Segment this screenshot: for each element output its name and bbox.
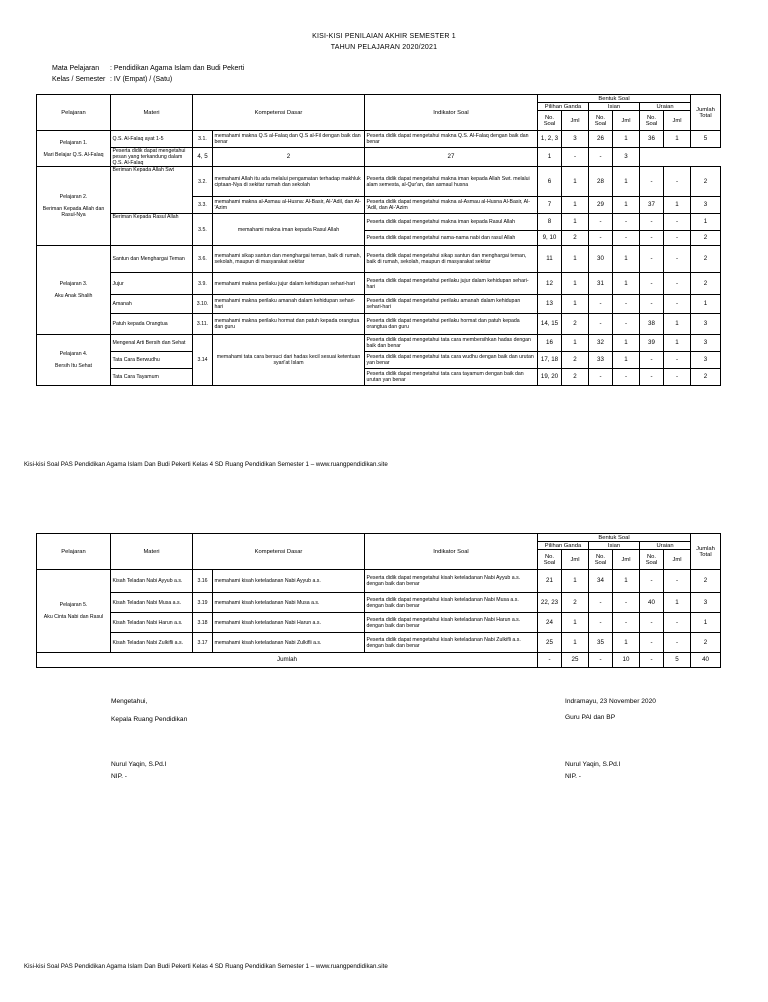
isian-jml: 1	[613, 131, 640, 148]
isian-jml: 1	[613, 167, 640, 197]
table-row	[37, 352, 721, 369]
header-no-soal: No. Soal	[589, 550, 613, 570]
total-uraian-no: -	[640, 653, 664, 668]
document-title: KISI-KISI PENILAIAN AKHIR SEMESTER 1	[312, 33, 456, 40]
table-row	[37, 295, 721, 314]
table-row	[37, 314, 721, 335]
pg-no-soal: 17, 18	[538, 352, 562, 369]
isian-no-soal: 33	[589, 352, 613, 369]
indikator-cell: Peserta didik dapat mengetahui tata cara wudhu dengan baik dan urutan yan benar	[365, 352, 538, 369]
uraian-jml: -	[664, 633, 691, 653]
pg-no-soal: 11	[538, 246, 562, 273]
materi-cell: Jujur	[111, 273, 193, 295]
jumlah-total: 5	[691, 131, 721, 148]
pg-no-soal: 1, 2, 3	[538, 131, 562, 148]
indikator-cell: Peserta didik dapat mengetahui makna al-Asmau al-Husna Al-Basir, Al-'Adil, dan Al-'Azim	[365, 197, 538, 214]
isian-jml: -	[613, 231, 640, 246]
uraian-jml: 1	[664, 197, 691, 214]
uraian-jml: -	[664, 167, 691, 197]
meta-subject	[52, 65, 244, 72]
pg-no-soal: 24	[538, 613, 562, 633]
pg-no-soal: 14, 15	[538, 314, 562, 335]
kd-cell: memahami tata cara bersuci dari hadas kecil sesuai ketentuan syari'at Islam	[213, 335, 365, 386]
pelajaran-title: Pelajaran 4.	[59, 351, 88, 357]
jumlah-total: 1	[691, 613, 721, 633]
materi-cell: Q.S. Al-Falaq ayat 1-5	[111, 131, 193, 148]
isian-jml: -	[613, 314, 640, 335]
pg-jml: 1	[562, 197, 589, 214]
sig-right-nip: NIP. -	[565, 773, 582, 780]
pg-jml: 1	[562, 273, 589, 295]
pelajaran-cell	[37, 167, 111, 246]
uraian-no-soal: -	[640, 352, 664, 369]
uraian-jml: -	[664, 352, 691, 369]
uraian-no-soal: -	[640, 167, 664, 197]
indikator-cell: Peserta didik dapat mengetahui tata cara tayamum dengan baik dan urutan yan benar	[365, 369, 538, 386]
total-pg-no: -	[538, 653, 562, 668]
kd-number: 3.16	[193, 570, 213, 593]
indikator-cell: Peserta didik dapat mengetahui makna Q.S. Al-Falaq dengan baik dan benar	[365, 131, 538, 148]
jumlah-total: 2	[691, 369, 721, 386]
kd-cell: memahami Allah itu ada melalui pengamatan terhadap makhluk ciptaan-Nya di sekitar rumah dan sekolah	[213, 167, 365, 197]
indikator-cell: Peserta didik dapat mengetahui sikap santun dan menghargai teman, baik di rumah, sekolah, maupun di masyarakat sekitar	[365, 246, 538, 273]
indikator-cell: Peserta didik dapat mengetahui makna iman kepada Rasul Allah	[365, 214, 538, 231]
header-kompetensi-dasar: Kompetensi Dasar	[193, 534, 365, 570]
indikator-cell: Peserta didik dapat mengetahui makna iman kepada Allah Swt. melalui alam semesta, al-Qur'an, dan asmaul husna	[365, 167, 538, 197]
kd-number: 3.17	[193, 633, 213, 653]
materi-cell: Mengenal Arti Bersih dan Sehat	[111, 335, 193, 352]
uraian-no-soal: -	[562, 148, 589, 167]
pelajaran-title: Pelajaran 3.	[59, 281, 88, 287]
pg-jml: 1	[562, 570, 589, 593]
kd-number: 3.10.	[193, 295, 213, 314]
isian-jml: 1	[613, 352, 640, 369]
uraian-no-soal: -	[640, 214, 664, 231]
header-jml: Jml	[664, 550, 691, 570]
kd-number: 3.6.	[193, 246, 213, 273]
footer-note-2: Kisi-kisi Soal PAS Pendidikan Agama Islam Dan Budi Pekerti Kelas 4 SD Ruang Pendidikan Semester 1 – www.ruangpendidikan.site	[24, 963, 388, 970]
indikator-cell: Peserta didik dapat mengetahui perilaku hormat dan patuh kepada orangtua dan guru	[365, 314, 538, 335]
jumlah-total: 3	[691, 197, 721, 214]
uraian-jml: 1	[664, 335, 691, 352]
pelajaran-cell	[37, 335, 111, 386]
jumlah-total: 2	[691, 167, 721, 197]
class-label: Kelas / Semester	[52, 76, 106, 83]
sig-right-line1: Indramayu, 23 November 2020	[565, 698, 656, 705]
pg-jml: 1	[562, 167, 589, 197]
header-bentuk-soal: Bentuk Soal	[538, 534, 691, 542]
subject-label: Mata Pelajaran	[52, 65, 100, 72]
pelajaran-cell	[37, 246, 111, 335]
isian-no-soal: -	[589, 314, 613, 335]
isian-no-soal: 35	[589, 633, 613, 653]
total-label: Jumlah	[37, 653, 538, 668]
uraian-jml: 1	[664, 593, 691, 613]
pelajaran-cell	[37, 570, 111, 653]
kd-cell: memahami sikap santun dan menghargai teman, baik di rumah, sekolah, maupun di masyarakat sekitar	[213, 246, 365, 273]
table-row	[37, 369, 721, 386]
materi-cell: Patuh kepada Orangtua	[111, 314, 193, 335]
header-jml: Jml	[613, 550, 640, 570]
table-row	[37, 167, 721, 197]
kd-cell: memahami kisah keteladanan Nabi Zulkifli a.s.	[213, 633, 365, 653]
jumlah-total: 2	[691, 273, 721, 295]
materi-cell: Amanah	[111, 295, 193, 314]
footer-note: Kisi-kisi Soal PAS Pendidikan Agama Islam Dan Budi Pekerti Kelas 4 SD Ruang Pendidikan Semester 1 – www.ruangpendidikan.site	[24, 461, 388, 468]
uraian-no-soal: -	[640, 633, 664, 653]
kd-number: 3.9.	[193, 273, 213, 295]
total-row	[37, 653, 721, 668]
kd-cell: memahami makna perilaku amanah dalam kehidupan sehari-hari	[213, 295, 365, 314]
uraian-no-soal: -	[640, 570, 664, 593]
isian-jml: 1	[538, 148, 562, 167]
isian-no-soal: -	[589, 295, 613, 314]
total-isian-jml: 10	[613, 653, 640, 668]
isian-jml: 1	[613, 633, 640, 653]
total-uraian-jml: 5	[664, 653, 691, 668]
isian-jml: 1	[613, 197, 640, 214]
isian-no-soal: 27	[365, 148, 538, 167]
isian-jml: -	[613, 295, 640, 314]
table-row	[37, 214, 721, 231]
kd-number: 3.19	[193, 593, 213, 613]
table-row	[37, 246, 721, 273]
header-no-soal: No. Soal	[538, 111, 562, 131]
header-materi: Materi	[111, 95, 193, 131]
jumlah-total: 2	[691, 633, 721, 653]
uraian-jml: -	[664, 231, 691, 246]
uraian-jml: -	[664, 273, 691, 295]
pg-jml: 1	[562, 613, 589, 633]
jumlah-total: 3	[691, 593, 721, 613]
pg-jml: 2	[562, 314, 589, 335]
uraian-jml: -	[664, 570, 691, 593]
pelajaran-title: Pelajaran 5.	[59, 602, 88, 608]
table-row	[37, 593, 721, 613]
header-isian: Isian	[589, 103, 640, 111]
total-jumlah: 40	[691, 653, 721, 668]
pelajaran-cell	[37, 131, 111, 167]
kd-number: 3.5.	[193, 214, 213, 246]
isian-no-soal: -	[589, 593, 613, 613]
jumlah-total: 2	[691, 246, 721, 273]
kisi-table-2	[36, 533, 721, 668]
isian-no-soal: 34	[589, 570, 613, 593]
uraian-jml: -	[664, 214, 691, 231]
pg-no-soal: 13	[538, 295, 562, 314]
kd-number: 3.14	[193, 335, 213, 386]
total-isian-no: -	[589, 653, 613, 668]
pg-no-soal: 9, 10	[538, 231, 562, 246]
header-uraian: Uraian	[640, 103, 691, 111]
pg-no-soal: 7	[538, 197, 562, 214]
table-row	[37, 633, 721, 653]
pg-jml: 1	[562, 246, 589, 273]
table-row	[37, 148, 721, 167]
uraian-jml: -	[664, 613, 691, 633]
sig-left-line2: Kepala Ruang Pendidikan	[111, 716, 188, 723]
pg-jml: 1	[562, 633, 589, 653]
header-jml: Jml	[562, 550, 589, 570]
isian-jml: -	[613, 593, 640, 613]
uraian-no-soal: -	[640, 246, 664, 273]
document-subtitle: TAHUN PELAJARAN 2020/2021	[330, 44, 438, 51]
uraian-jml: -	[664, 295, 691, 314]
pg-no-soal: 21	[538, 570, 562, 593]
isian-jml: 1	[613, 570, 640, 593]
isian-no-soal: 29	[589, 197, 613, 214]
header-no-soal: No. Soal	[640, 111, 664, 131]
kd-cell: memahami kisah keteladanan Nabi Ayyub a.s.	[213, 570, 365, 593]
indikator-cell: Peserta didik dapat mengetahui perilaku amanah dalam kehidupan sehari-hari	[365, 295, 538, 314]
jumlah-total: 3	[691, 352, 721, 369]
isian-no-soal: 32	[589, 335, 613, 352]
isian-no-soal: -	[589, 214, 613, 231]
kd-cell: memahami makna perilaku jujur dalam kehidupan sehari-hari	[213, 273, 365, 295]
pg-no-soal: 22, 23	[538, 593, 562, 613]
materi-cell: Beriman Kepada Rasul Allah	[111, 214, 193, 246]
jumlah-total: 3	[613, 148, 640, 167]
header-kompetensi-dasar: Kompetensi Dasar	[193, 95, 365, 131]
isian-no-soal: -	[589, 613, 613, 633]
indikator-cell: Peserta didik dapat mengetahui tata cara membersihkan hadas dengan baik dan benar	[365, 335, 538, 352]
isian-jml: 1	[613, 246, 640, 273]
jumlah-total: 1	[691, 214, 721, 231]
isian-jml: -	[613, 214, 640, 231]
header-materi: Materi	[111, 534, 193, 570]
uraian-no-soal: 37	[640, 197, 664, 214]
uraian-jml: -	[589, 148, 613, 167]
indikator-cell: Peserta didik dapat mengetahui kisah keteladanan Nabi Ayyub a.s. dengan baik dan benar	[365, 570, 538, 593]
pg-jml: 2	[213, 148, 365, 167]
indikator-cell: Peserta didik dapat mengetahui nama-nama nabi dan rasul Allah	[365, 231, 538, 246]
indikator-cell: Peserta didik dapat mengetahui pesan yang terkandung dalam Q.S. Al-Falaq	[111, 148, 193, 167]
table-row	[37, 273, 721, 295]
total-pg-jml: 25	[562, 653, 589, 668]
materi-cell: Santun dan Menghargai Teman	[111, 246, 193, 273]
isian-jml: 1	[613, 335, 640, 352]
header-bentuk-soal: Bentuk Soal	[538, 95, 691, 103]
header-pelajaran: Pelajaran	[37, 95, 111, 131]
uraian-no-soal: -	[640, 613, 664, 633]
pg-jml: 2	[562, 352, 589, 369]
isian-no-soal: -	[589, 369, 613, 386]
kd-number: 3.3.	[193, 197, 213, 214]
header-jml: Jml	[562, 111, 589, 131]
uraian-no-soal: 36	[640, 131, 664, 148]
pg-jml: 1	[562, 335, 589, 352]
isian-no-soal: 26	[589, 131, 613, 148]
pelajaran-subtitle: Aku Cinta Nabi dan Rasul	[43, 614, 104, 620]
isian-no-soal: 28	[589, 167, 613, 197]
pg-jml: 2	[562, 231, 589, 246]
uraian-no-soal: 40	[640, 593, 664, 613]
header-no-soal: No. Soal	[538, 550, 562, 570]
isian-no-soal: 30	[589, 246, 613, 273]
table-row	[37, 613, 721, 633]
pelajaran-subtitle: Mari Belajar Q.S. Al-Falaq	[43, 151, 104, 158]
pg-no-soal: 8	[538, 214, 562, 231]
header-pilihan-ganda: Pilihan Ganda	[538, 103, 589, 111]
header-indikator: Indikator Soal	[365, 534, 538, 570]
pelajaran-title: Pelajaran 2.	[59, 194, 88, 200]
pg-jml: 1	[562, 214, 589, 231]
kd-cell: memahami kisah keteladanan Nabi Musa a.s.	[213, 593, 365, 613]
materi-cell: Tata Cara Berwudhu	[111, 352, 193, 369]
sig-right-name: Nurul Yaqin, S.Pd.I	[565, 761, 621, 768]
meta-class	[52, 76, 172, 83]
pg-no-soal: 6	[538, 167, 562, 197]
table-row	[37, 570, 721, 593]
isian-jml: -	[613, 369, 640, 386]
isian-no-soal: -	[589, 231, 613, 246]
indikator-cell: Peserta didik dapat mengetahui kisah keteladanan Nabi Zulkifli a.s. dengan baik dan benar	[365, 633, 538, 653]
pg-no-soal: 12	[538, 273, 562, 295]
isian-jml: 1	[613, 273, 640, 295]
jumlah-total: 3	[691, 314, 721, 335]
header-pilihan-ganda: Pilihan Ganda	[538, 542, 589, 550]
uraian-no-soal: -	[640, 273, 664, 295]
header-pelajaran: Pelajaran	[37, 534, 111, 570]
pg-no-soal: 25	[538, 633, 562, 653]
kd-number: 3.18	[193, 613, 213, 633]
pg-jml: 2	[562, 369, 589, 386]
header-jml: Jml	[664, 111, 691, 131]
jumlah-total: 2	[691, 231, 721, 246]
uraian-jml: -	[664, 369, 691, 386]
pg-jml: 1	[562, 295, 589, 314]
header-indikator: Indikator Soal	[365, 95, 538, 131]
pelajaran-subtitle: Bersih Itu Sehat	[55, 363, 92, 369]
pg-jml: 2	[562, 593, 589, 613]
uraian-jml: 1	[664, 314, 691, 335]
header-jumlah-total: Jumlah Total	[691, 534, 721, 570]
jumlah-total: 2	[691, 570, 721, 593]
kd-cell: memahami kisah keteladanan Nabi Harun a.s.	[213, 613, 365, 633]
kd-number: 3.1.	[193, 131, 213, 148]
header-uraian: Uraian	[640, 542, 691, 550]
kd-cell: memahami makna iman kepada Rasul Allah	[213, 214, 365, 246]
indikator-cell: Peserta didik dapat mengetahui perilaku jujur dalam kehidupan sehari-hari	[365, 273, 538, 295]
uraian-no-soal: -	[640, 231, 664, 246]
kd-cell: memahami makna al-Asmau al-Husna: Al-Basir, Al-'Adil, dan Al-'Azim	[213, 197, 365, 214]
isian-no-soal: 31	[589, 273, 613, 295]
class-value: : IV (Empat) / (Satu)	[110, 76, 173, 83]
header-no-soal: No. Soal	[640, 550, 664, 570]
materi-cell: Kisah Teladan Nabi Zulkifli a.s.	[111, 633, 193, 653]
pelajaran-title: Pelajaran 1.	[59, 139, 88, 146]
kd-number: 3.2.	[193, 167, 213, 197]
uraian-jml: 1	[664, 131, 691, 148]
header-jml: Jml	[613, 111, 640, 131]
uraian-no-soal: 39	[640, 335, 664, 352]
pg-no-soal: 4, 5	[193, 148, 213, 167]
materi-cell: Kisah Teladan Nabi Harun a.s.	[111, 613, 193, 633]
pg-jml: 3	[562, 131, 589, 148]
materi-cell: Kisah Teladan Nabi Musa a.s.	[111, 593, 193, 613]
header-no-soal: No. Soal	[589, 111, 613, 131]
kd-cell: memahami makna perilaku hormat dan patuh kepada orangtua dan guru	[213, 314, 365, 335]
sig-left-name: Nurul Yaqin, S.Pd.I	[111, 761, 167, 768]
header-jumlah-total: Jumlah Total	[691, 95, 721, 131]
pg-no-soal: 16	[538, 335, 562, 352]
table-row	[37, 131, 721, 148]
sig-left-nip: NIP. -	[111, 773, 128, 780]
kd-cell: memahami makna Q.S al-Falaq dan Q.S al-Fil dengan baik dan benar	[213, 131, 365, 148]
indikator-cell: Peserta didik dapat mengetahui kisah keteladanan Nabi Musa a.s. dengan baik dan benar	[365, 593, 538, 613]
kd-number: 3.11.	[193, 314, 213, 335]
header-isian: Isian	[589, 542, 640, 550]
materi-cell: Kisah Teladan Nabi Ayyub a.s.	[111, 570, 193, 593]
materi-cell: Tata Cara Tayamum	[111, 369, 193, 386]
sig-left-line1: Mengetahui,	[111, 698, 148, 705]
pelajaran-subtitle: Beriman Kepada Allah dan Rasul-Nya	[42, 206, 105, 218]
subject-value: : Pendidikan Agama Islam dan Budi Pekerti	[110, 65, 245, 72]
uraian-no-soal: -	[640, 295, 664, 314]
isian-jml: -	[613, 613, 640, 633]
table-row	[37, 335, 721, 352]
jumlah-total: 3	[691, 335, 721, 352]
uraian-jml: -	[664, 246, 691, 273]
kisi-table-1	[36, 94, 721, 386]
materi-cell: Beriman Kepada Allah Swt	[111, 167, 193, 214]
uraian-no-soal: 38	[640, 314, 664, 335]
sig-right-line2: Guru PAI dan BP	[565, 714, 616, 721]
jumlah-total: 1	[691, 295, 721, 314]
indikator-cell: Peserta didik dapat mengetahui kisah keteladanan Nabi Harun a.s. dengan baik dan benar	[365, 613, 538, 633]
pg-no-soal: 19, 20	[538, 369, 562, 386]
pelajaran-subtitle: Aku Anak Shalih	[54, 293, 93, 299]
uraian-no-soal: -	[640, 369, 664, 386]
